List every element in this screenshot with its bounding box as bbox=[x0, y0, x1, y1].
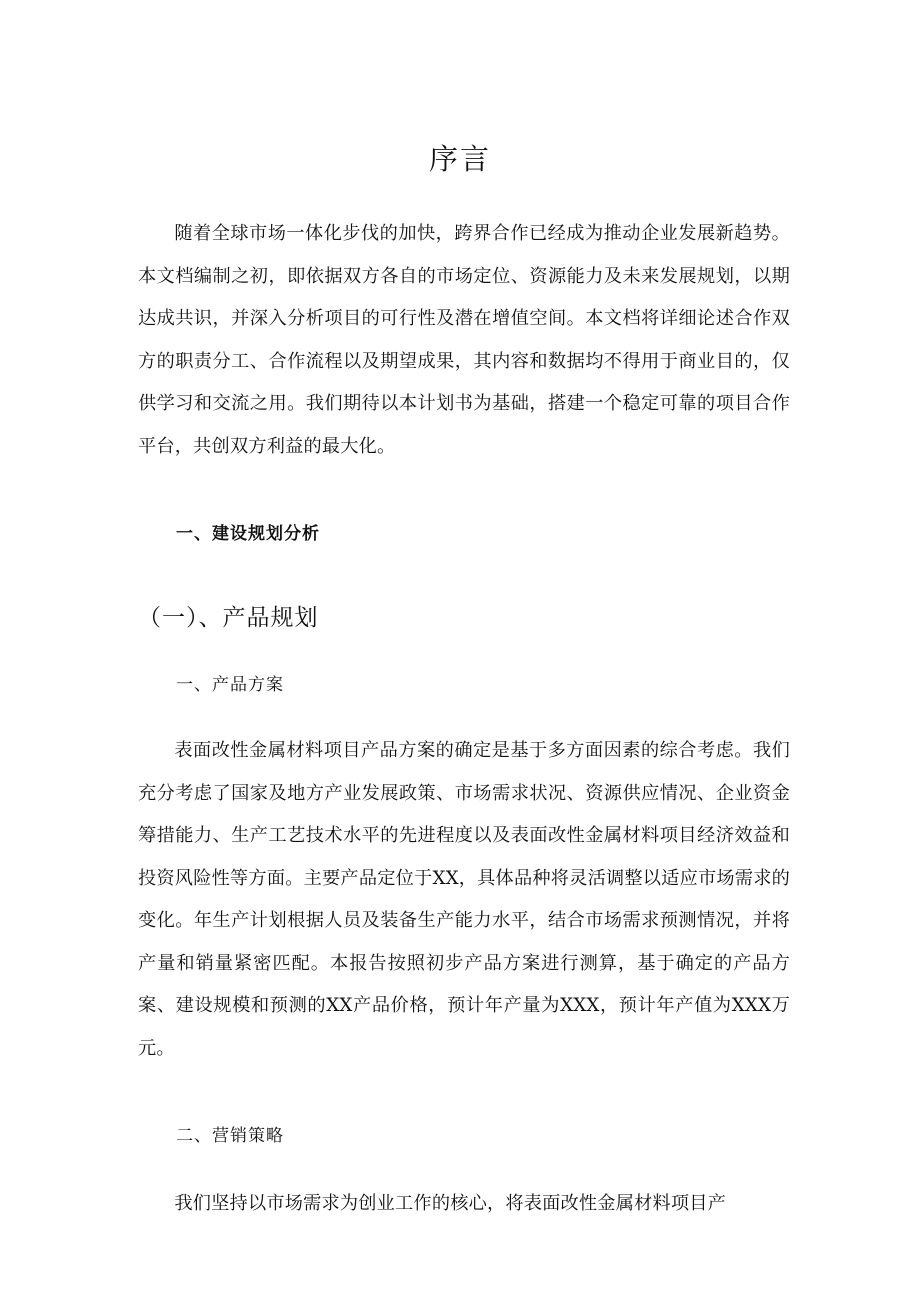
chapter-heading: 一、建设规划分析 bbox=[176, 524, 320, 544]
section-heading: （一）、产品规划 bbox=[138, 605, 319, 631]
product-plan-paragraph: 表面改性金属材料项目产品方案的确定是基于多方面因素的综合考虑。我们充分考虑了国家及地方产业发展政策、市场需求状况、资源供应情况、企业资金筹措能力、生产工艺技术水平的先进程度以及表面改性金属材料项目经济效益和投资风险性等方面。主要产品定位于XX，具体品种将灵活调整以适应市场需求的变化。年生产计划根据人员及装备生产能力水平，结合市场需求预测情况，并将产量和销量紧密匹配。本报告按照初步产品方案进行测算，基于确定的产品方案、建设规模和预测的XX产品价格，预计年产量为XXX，预计年产值为XXX万元。 bbox=[138, 740, 790, 1059]
preface-paragraph: 随着全球市场一体化步伐的加快，跨界合作已经成为推动企业发展新趋势。本文档编制之初，即依据双方各自的市场定位、资源能力及未来发展规划，以期达成共识，并深入分析项目的可行性及潜在增值空间。本文档将详细论述合作双方的职责分工、合作流程以及期望成果，其内容和数据均不得用于商业目的，仅供学习和交流之用。我们期待以本计划书为基础，搭建一个稳定可靠的项目合作平台，共创双方利益的最大化。 bbox=[138, 223, 790, 457]
marketing-strategy-paragraph: 我们坚持以市场需求为创业工作的核心，将表面改性金属材料项目产 bbox=[174, 1193, 727, 1215]
product-plan-heading: 一、产品方案 bbox=[176, 675, 284, 695]
page-title: 序言 bbox=[428, 142, 491, 177]
marketing-strategy-heading: 二、营销策略 bbox=[176, 1126, 284, 1146]
